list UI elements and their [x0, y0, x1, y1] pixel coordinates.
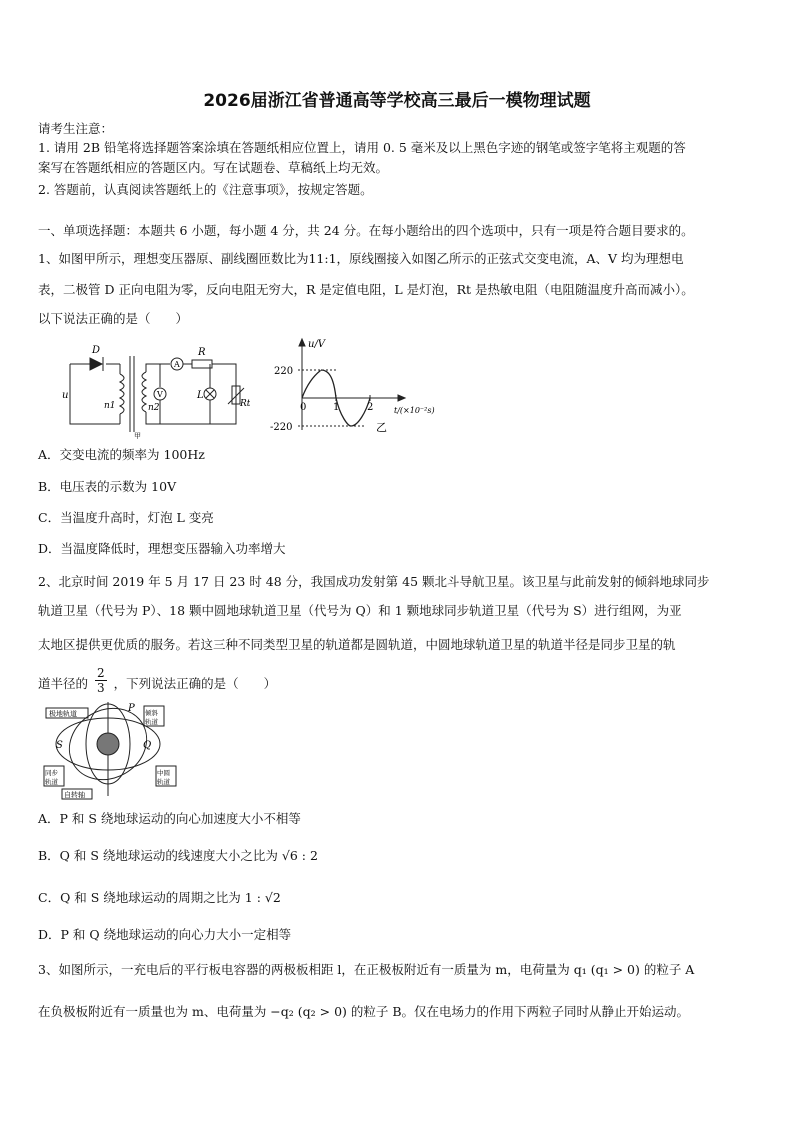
fraction-two-thirds: [95, 666, 107, 695]
q2-orbit-figure: [40, 702, 180, 802]
fraction-denominator: 3: [97, 681, 105, 695]
notice-item-2: 2. 答题前，认真阅读答题纸上的《注意事项》，按规定答题。: [38, 182, 373, 197]
q2-line-2: 轨道卫星（代号为 P）、18 颗中圆地球轨道卫星（代号为 Q）和 1 颗地球同步轨道卫星（代号为 S）进行组网，为亚: [38, 603, 682, 618]
q2-line-4: [38, 666, 760, 699]
resistor-r-label: R: [198, 347, 206, 358]
thermistor-rt-label: Rt: [240, 399, 250, 409]
q2-option-a: A．P 和 S 绕地球运动的向心加速度大小不相等: [38, 811, 301, 826]
origin-label: 0: [300, 402, 307, 413]
n1-label: n1: [104, 401, 116, 411]
q1-option-b: B．电压表的示数为 10V: [38, 479, 177, 494]
n2-label: n2: [148, 403, 160, 413]
y-tick-220: 220: [274, 366, 294, 377]
section-1-heading: 一、单项选择题：本题共 6 小题，每小题 4 分，共 24 分。在每小题给出的四个选项中，只有一项是符合题目要求的。: [38, 223, 694, 238]
satellite-q-label: Q: [143, 740, 152, 751]
sync-orbit-label-2: 轨道: [45, 778, 58, 786]
q1-line-3: 以下说法正确的是（ ）: [38, 311, 189, 326]
sync-orbit-label: 同步: [45, 769, 58, 777]
polar-orbit-label: 极地轨道: [49, 710, 77, 718]
q2-line-1: 2、北京时间 2019 年 5 月 17 日 23 时 48 分，我国成功发射第 45 颗北斗导航卫星。该卫星与此前发射的倾斜地球同步: [38, 574, 710, 589]
earth-icon: [97, 733, 119, 755]
rotation-axis-label: 自转轴: [64, 791, 85, 799]
y-axis-label: u/V: [308, 339, 326, 350]
q1-line-1: 1、如图甲所示，理想变压器原、副线圈匝数比为11:1，原线圈接入如图乙所示的正弦式交变电流，A、V 均为理想电: [38, 251, 684, 266]
q2-line-4-start: 道半径的: [38, 676, 89, 691]
q1-option-a: A．交变电流的频率为 100Hz: [38, 447, 205, 462]
satellite-s-label: S: [56, 740, 63, 751]
q3-line-2: 在负极板附近有一质量也为 m、电荷量为 −q₂ (q₂ > 0) 的粒子 B。仅在电场力的作用下两粒子同时从静止开始运动。: [38, 1004, 690, 1019]
y-tick-neg-220: -220: [270, 422, 293, 433]
q1-circuit-figure: [60, 342, 250, 440]
figure-jia-caption: 甲: [134, 432, 141, 440]
source-u-label: u: [62, 390, 69, 401]
medium-orbit-label-2: 轨道: [157, 778, 170, 786]
satellite-p-label: P: [128, 703, 135, 714]
q1-option-c: C．当温度升高时，灯泡 L 变亮: [38, 510, 214, 525]
q2-line-3: 太地区提供更优质的服务。若这三种不同类型卫星的轨道都是圆轨道，中圆地球轨道卫星的轨道半径是同步卫星的轨: [38, 637, 676, 652]
page-title: 2026届浙江省普通高等学校高三最后一模物理试题: [203, 91, 591, 111]
q3-line-1: 3、如图所示，一充电后的平行板电容器的两极板相距 l，在正极板附近有一质量为 m，电荷量为 q₁ (q₁ > 0) 的粒子 A: [38, 962, 695, 977]
q1-option-d: D．当温度降低时，理想变压器输入功率增大: [38, 541, 286, 556]
diode-label: D: [92, 345, 101, 356]
medium-orbit-label: 中圆: [157, 769, 170, 777]
q1-waveform-figure: [262, 336, 462, 436]
q2-option-d: D．P 和 Q 绕地球运动的向心力大小一定相等: [38, 927, 292, 942]
q2-option-c: C．Q 和 S 绕地球运动的周期之比为 1 : √2: [38, 890, 281, 905]
lamp-l-label: L: [197, 390, 204, 401]
q2-line-4-end: ，下列说法正确的是（ ）: [113, 676, 277, 691]
voltmeter-label: V: [157, 390, 163, 399]
notice-item-1-line-1: 1. 请用 2B 铅笔将选择题答案涂填在答题纸相应位置上，请用 0. 5 毫米及以上黑色字迹的钢笔或签字笔将主观题的答: [38, 140, 686, 155]
x-tick-1: 1: [333, 402, 340, 413]
ammeter-label: A: [174, 360, 180, 369]
notice-item-1-line-2: 案写在答题纸相应的答题区内。写在试题卷、草稿纸上均无效。: [38, 160, 389, 175]
x-axis-label: t/(×10⁻²s): [394, 406, 435, 415]
inclined-orbit-label-2: 轨道: [145, 718, 158, 726]
notice-heading: 请考生注意：: [38, 121, 114, 136]
figure-yi-caption: 乙: [376, 421, 387, 434]
x-tick-2: 2: [367, 402, 374, 413]
q2-option-b: B．Q 和 S 绕地球运动的线速度大小之比为 √6 : 2: [38, 848, 318, 863]
fraction-numerator: 2: [97, 666, 105, 680]
inclined-orbit-label: 倾斜: [145, 709, 158, 717]
q1-line-2: 表，二极管 D 正向电阻为零，反向电阻无穷大，R 是定值电阻，L 是灯泡，Rt 是热敏电阻（电阻随温度升高而减小）。: [38, 282, 694, 297]
